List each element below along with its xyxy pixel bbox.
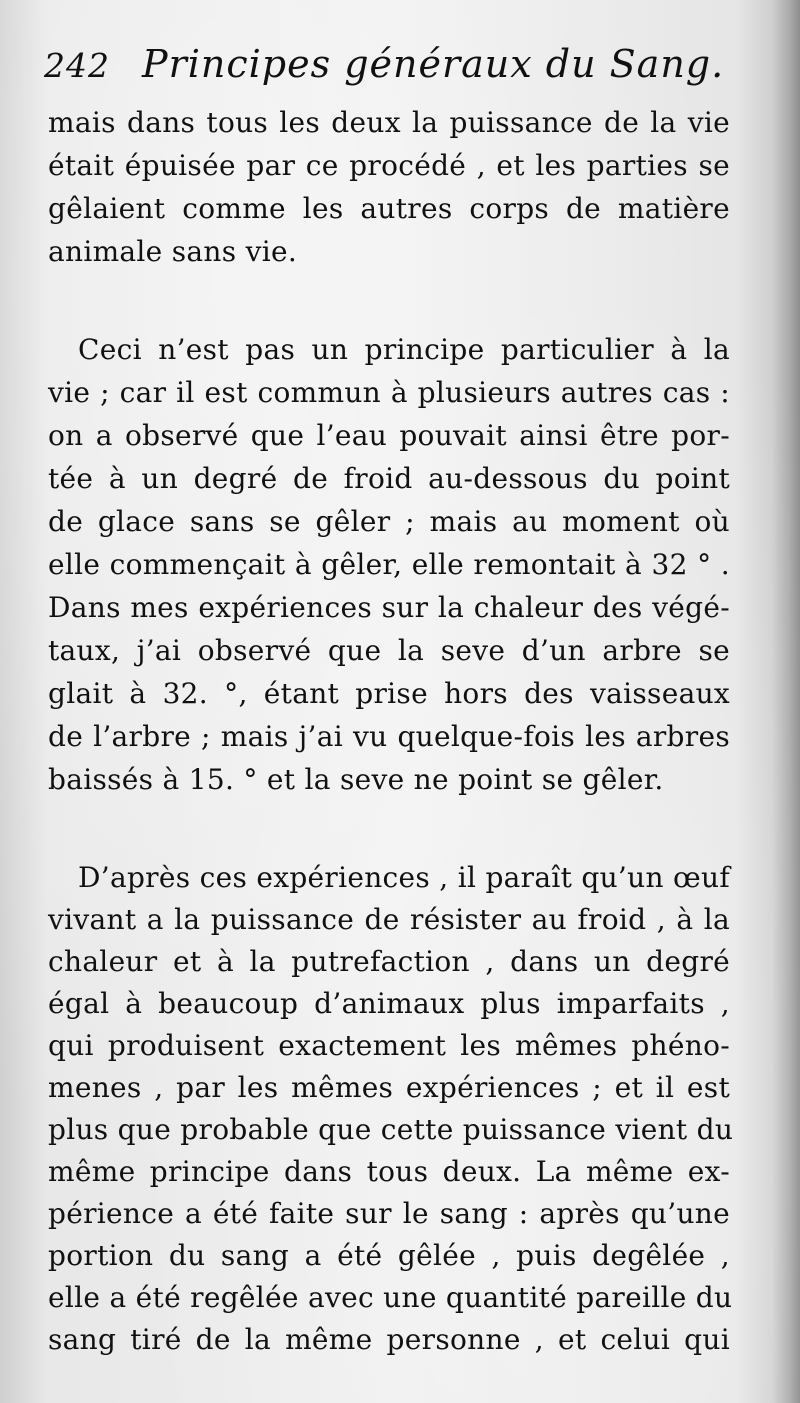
paragraph-line: taux, j’ai observé que la seve d’un arbre se xyxy=(48,634,730,667)
paragraph-line: de l’arbre ; mais j’ai vu quelque-fois les arbres xyxy=(48,720,730,753)
paragraph-line: Dans mes expériences sur la chaleur des végé- xyxy=(48,591,730,624)
page-edge-shadow xyxy=(772,0,800,1403)
paragraph-line: Ceci n’est pas un principe particulier à la xyxy=(78,333,730,366)
paragraph-line: tée à un degré de froid au-dessous du point xyxy=(48,462,730,495)
paragraph-line: vivant a la puissance de résister au froid , à la xyxy=(48,903,730,936)
paragraph-line: animale sans vie. xyxy=(48,235,298,268)
paragraph-line: elle a été regêlée avec une quantité pareille du xyxy=(48,1281,733,1314)
paragraph-line: égal à beaucoup d’animaux plus imparfaits , xyxy=(48,987,730,1020)
paragraph-line: D’après ces expériences , il paraît qu’un œuf xyxy=(78,861,730,894)
paragraph-line: glait à 32. °, étant prise hors des vaisseaux xyxy=(48,677,730,710)
paragraph-line: gêlaient comme les autres corps de matière xyxy=(48,192,730,225)
paragraph-line: menes , par les mêmes expériences ; et il est xyxy=(48,1071,730,1104)
paragraph-line: périence a été faite sur le sang : après qu’une xyxy=(48,1197,730,1230)
paragraph-line: qui produisent exactement les mêmes phéno- xyxy=(48,1029,730,1062)
paragraph-line: baissés à 15. ° et la seve ne point se gêler. xyxy=(48,763,664,796)
paragraph-line: chaleur et à la putrefaction , dans un degré xyxy=(48,945,730,978)
paragraph-line: vie ; car il est commun à plusieurs autres cas : xyxy=(48,376,730,409)
paragraph-line: on a observé que l’eau pouvait ainsi être por- xyxy=(48,419,730,452)
paragraph-line: plus que probable que cette puissance vient du xyxy=(48,1113,734,1146)
page-number: 242 xyxy=(44,46,110,85)
paragraph-line: était épuisée par ce procédé , et les parties se xyxy=(48,149,730,182)
paragraph-line: elle commençait à gêler, elle remontait à 32 ° . xyxy=(48,548,730,581)
paragraph-line: de glace sans se gêler ; mais au moment où xyxy=(48,505,730,538)
paragraph-line: portion du sang a été gêlée , puis degêlée , xyxy=(48,1239,730,1272)
running-title: Principes généraux du Sang. xyxy=(142,42,725,86)
paragraph-line: sang tiré de la même personne , et celui qui xyxy=(48,1323,730,1356)
paragraph-line: même principe dans tous deux. La même ex- xyxy=(48,1155,730,1188)
page-header xyxy=(44,42,764,102)
paragraph-line: mais dans tous les deux la puissance de la vie xyxy=(48,106,730,139)
